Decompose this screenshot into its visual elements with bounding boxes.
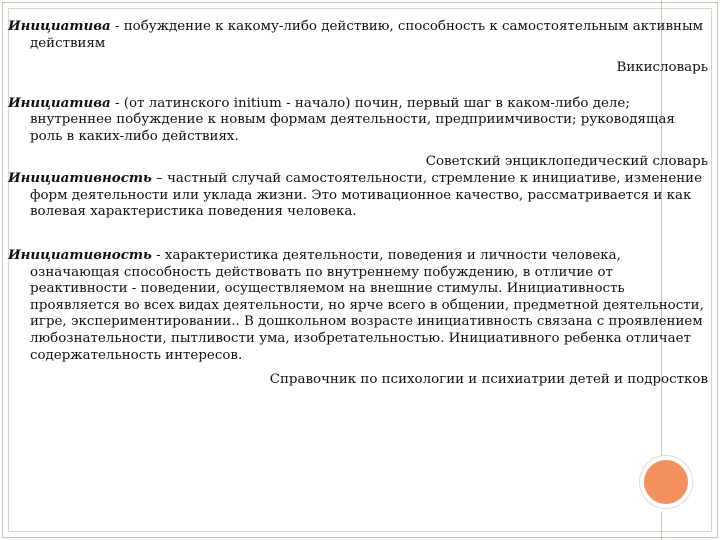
definition-term: Инициатива [8,94,111,111]
decorative-circle [640,456,692,508]
definition-term: Инициатива [8,18,111,34]
definition-term: Инициативность [8,246,152,263]
definition-text: - характеристика деятельности, поведения и личности человека, означающая способность действовать по внутреннему побуждению, в отличие от реактивности - поведении, осуществляемом на внешние стимулы. Инициативность проявляется во всех видах деятельности, но ярче всего в общении, предметной деятельности, игре, экспериментировании.. В дошкольном возрасте инициативность связана с проявлением любознательности, пытливости ума, изобретательностью. Инициативного ребенка отличает содержательность интересов. [30,247,704,363]
definition-2 [8,95,708,146]
definition-text: - (от латинского initium - начало) почин, первый шаг в каком-либо деле; внутреннее побуждение к новым формам деятельности, предприимчивости; руководящая роль в каких-либо действиях. [30,95,675,144]
definitions-content [8,18,708,389]
definition-source: Справочник по психологии и психиатрии детей и подростков [269,372,708,388]
definition-3 [8,170,708,221]
definition-text: – частный случай самостоятельности, стремление к инициативе, изменение форм деятельности или уклада жизни. Это мотивационное качество, рассматривается и как волевая характеристика поведения человека. [30,171,703,220]
definition-source: Викисловарь [616,60,708,76]
definition-text: - побуждение к какому-либо действию, способность к самостоятельным активным действиям [30,19,704,51]
vertical-rule-lower [661,512,662,540]
definition-term: Инициативность [8,170,152,187]
definition-1 [8,18,708,52]
definition-source: Советский энциклопедический словарь [425,153,708,169]
definition-4 [8,247,708,364]
